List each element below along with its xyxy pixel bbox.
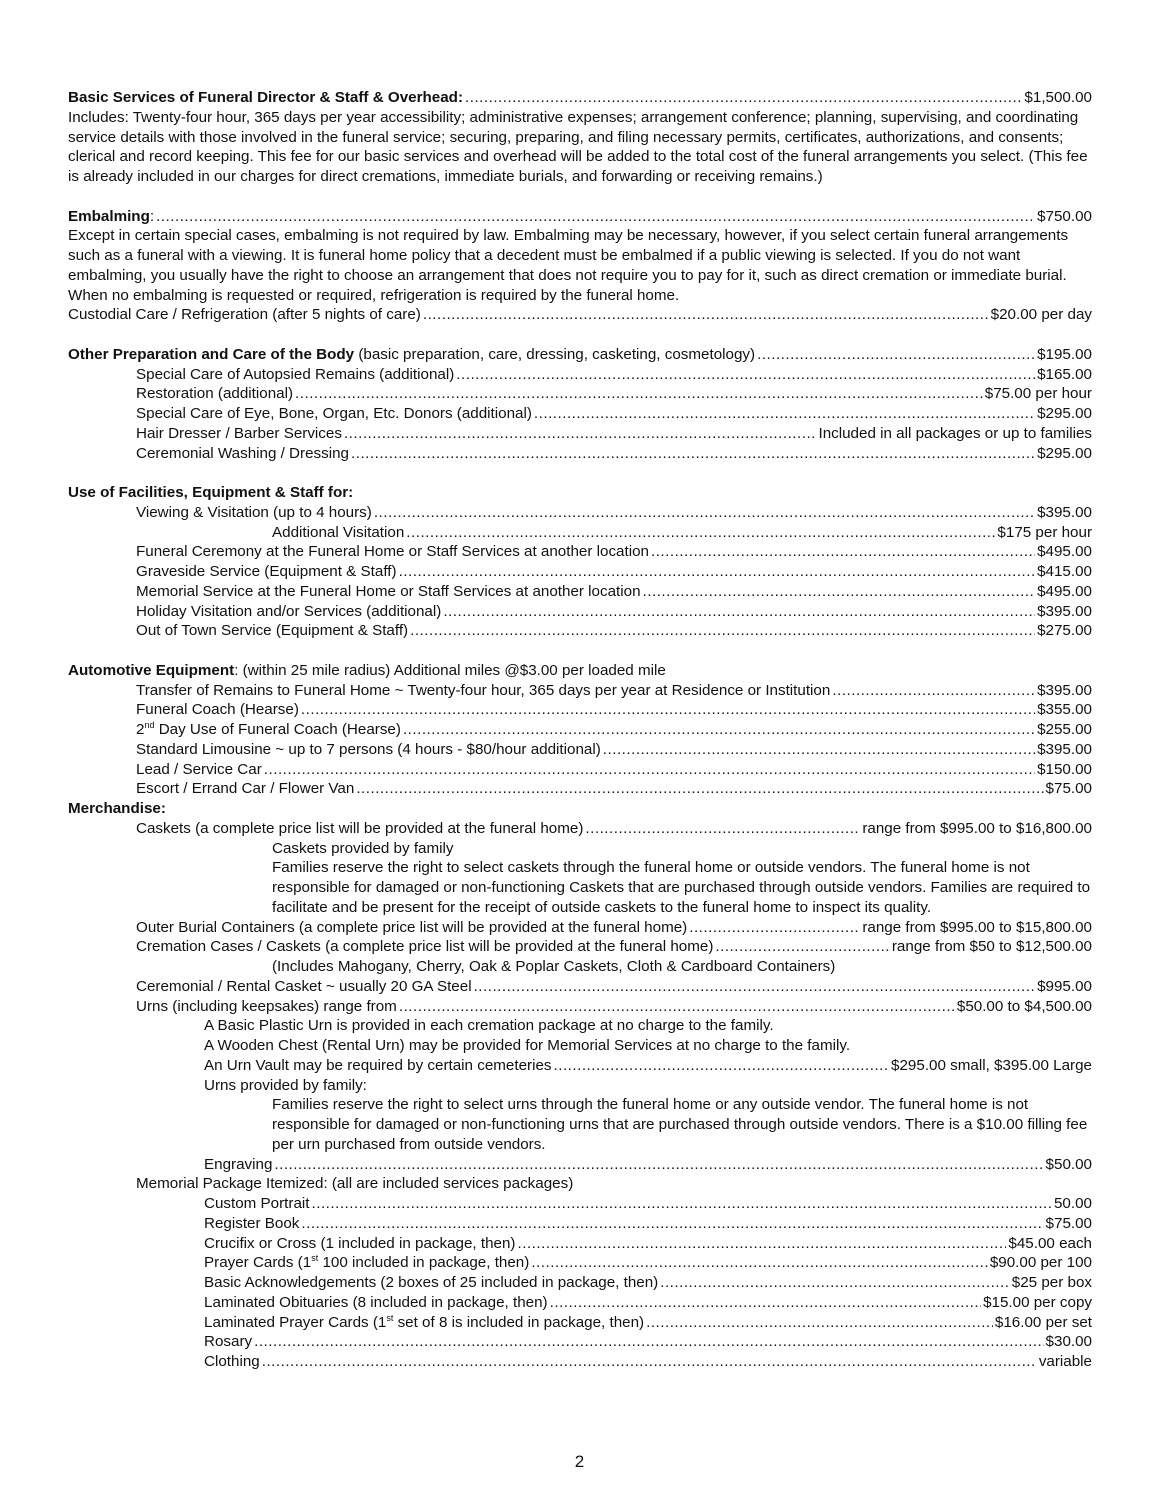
- crucifix-row: Crucifix or Cross (1 included in package, then) ..... $45.00 each: [68, 1234, 1092, 1254]
- custom-portrait-row: Custom Portrait ..... 50.00: [68, 1194, 1092, 1214]
- register-book-row: Register Book ..... $75.00: [68, 1214, 1092, 1234]
- rosary-row: Rosary ..... $30.00: [68, 1332, 1092, 1352]
- second-day-coach-row: 2nd Day Use of Funeral Coach (Hearse) ..... $255.00: [68, 720, 1092, 740]
- price-row: Restoration (additional) ..... $75.00 per hour: [68, 384, 1092, 404]
- price-row: Ceremonial Washing / Dressing ..... $295.00: [68, 444, 1092, 464]
- urn-vault-row: An Urn Vault may be required by certain cemeteries ..... $295.00 small, $395.00 Large: [68, 1056, 1092, 1076]
- price-row: Out of Town Service (Equipment & Staff) ..... $275.00: [68, 621, 1092, 641]
- page-number: 2: [574, 1452, 585, 1471]
- price-row: Graveside Service (Equipment & Staff) ..... $415.00: [68, 562, 1092, 582]
- merchandise-title: Merchandise:: [68, 800, 166, 817]
- price-row: Special Care of Eye, Bone, Organ, Etc. Donors (additional) ..... $295.00: [68, 404, 1092, 424]
- transfer-row: Transfer of Remains to Funeral Home ~ Twenty-four hour, 365 days per year at Residence or Institution ..... $395.00: [68, 681, 1092, 701]
- price-row: Holiday Visitation and/or Services (additional) ..... $395.00: [68, 602, 1092, 622]
- preparation-subtitle: (basic preparation, care, dressing, casketing, cosmetology): [354, 345, 756, 363]
- preparation-price: $195.00: [1037, 345, 1092, 363]
- basic-services-row: [68, 88, 1092, 108]
- engraving-row: Engraving ..... $50.00: [68, 1155, 1092, 1175]
- price-list-page: [68, 88, 1092, 1372]
- caskets-row: Caskets (a complete price list will be provided at the funeral home) ..... range from $995.00 to $16,800.00: [68, 819, 1092, 839]
- custodial-care-label: Custodial Care / Refrigeration (after 5 nights of care): [68, 306, 421, 324]
- laminated-obituaries-row: Laminated Obituaries (8 included in package, then) ..... $15.00 per copy: [68, 1293, 1092, 1313]
- caskets-family-heading: Caskets provided by family: [272, 839, 454, 857]
- preparation-row: [68, 345, 1092, 365]
- urns-row: Urns (including keepsakes) range from ..... $50.00 to $4,500.00: [68, 997, 1092, 1017]
- price-row: Hair Dresser / Barber Services ..... Included in all packages or up to families: [68, 424, 1092, 444]
- cremation-cases-row: Cremation Cases / Caskets (a complete price list will be provided at the funeral home) ..... range from $50 to $12,500.00: [68, 937, 1092, 957]
- viewing-row: Viewing & Visitation (up to 4 hours) ..... $395.00: [68, 503, 1092, 523]
- urns-family-note: Families reserve the right to select urns through the funeral home or any outside vendor. The funeral home is not responsible for damaged or non-functioning urns that are purchased through outside vendors. There is a $10.00 filling fee per urn purchased from outside vendors.: [272, 1096, 1088, 1153]
- clothing-row: Clothing ..... variable: [68, 1352, 1092, 1372]
- price-row: Special Care of Autopsied Remains (additional) ..... $165.00: [68, 365, 1092, 385]
- memorial-package-title: Memorial Package Itemized: (all are included services packages): [136, 1175, 574, 1193]
- laminated-prayer-cards-row: Laminated Prayer Cards (1st set of 8 is included in package, then) ..... $16.00 per set: [68, 1313, 1092, 1333]
- wooden-chest-note: A Wooden Chest (Rental Urn) may be provided for Memorial Services at no charge to the family.: [204, 1037, 851, 1054]
- price-row: Standard Limousine ~ up to 7 persons (4 hours - $80/hour additional) ..... $395.00: [68, 740, 1092, 760]
- embalming-title: Embalming: [68, 207, 150, 225]
- custodial-care-price: $20.00 per day: [990, 306, 1092, 324]
- custodial-care-row: [68, 305, 1092, 325]
- caskets-family-note: Families reserve the right to select caskets through the funeral home or outside vendors. The funeral home is not responsible for damaged or non-functioning Caskets that are purchased through outside vendors. Families are required to facilitate and be present for the receipt of outside caskets to the funeral home to inspect its quality.: [272, 859, 1091, 916]
- facilities-title: Use of Facilities, Equipment & Staff for:: [68, 484, 354, 501]
- rental-casket-row: Ceremonial / Rental Casket ~ usually 20 GA Steel ..... $995.00: [68, 977, 1092, 997]
- acknowledgements-row: Basic Acknowledgements (2 boxes of 25 included in package, then) ..... $25 per box: [68, 1273, 1092, 1293]
- basic-services-title: Basic Services of Funeral Director & Staff & Overhead:: [68, 89, 464, 106]
- basic-services-description: Includes: Twenty-four hour, 365 days per year accessibility; administrative expenses; arrangement conference; planning, supervising, and coordinating service details with those involved in the funeral service; securing, preparing, and filing necessary permits, certificates, authorizations, and consents; clerical and record keeping. This fee for our basic services and overhead will be added to the total cost of the funeral arrangements you select. (This fee is already included in our charges for direct cremations, immediate burials, and forwarding or receiving remains.): [68, 108, 1088, 185]
- urns-family-heading: Urns provided by family:: [204, 1076, 367, 1094]
- funeral-coach-row: Funeral Coach (Hearse) ..... $355.00: [68, 700, 1092, 720]
- cremation-cases-note: (Includes Mahogany, Cherry, Oak & Poplar Caskets, Cloth & Cardboard Containers): [272, 958, 836, 975]
- leader-dots: [465, 88, 1022, 108]
- outer-containers-row: Outer Burial Containers (a complete price list will be provided at the funeral home) ..... range from $995.00 to $15,800.00: [68, 918, 1092, 938]
- embalming-row: Embalming: ..... $750.00: [68, 207, 1092, 227]
- additional-visitation-row: Additional Visitation ..... $175 per hour: [68, 523, 1092, 543]
- plastic-urn-note: A Basic Plastic Urn is provided in each cremation package at no charge to the family.: [204, 1017, 774, 1035]
- price-row: Lead / Service Car ..... $150.00: [68, 760, 1092, 780]
- prayer-cards-row: Prayer Cards (1st 100 included in package, then) ..... $90.00 per 100: [68, 1253, 1092, 1273]
- preparation-title: Other Preparation and Care of the Body: [68, 345, 355, 363]
- automotive-title-line: Automotive Equipment: (within 25 mile radius) Additional miles @$3.00 per loaded mile: [68, 661, 666, 679]
- embalming-price: $750.00: [1037, 207, 1092, 225]
- price-row: Funeral Ceremony at the Funeral Home or Staff Services at another location ..... $495.00: [68, 542, 1092, 562]
- price-row: Escort / Errand Car / Flower Van ..... $75.00: [68, 779, 1092, 799]
- leader-dots: [156, 207, 1035, 227]
- price-row: Memorial Service at the Funeral Home or Staff Services at another location ..... $495.00: [68, 582, 1092, 602]
- embalming-description: Except in certain special cases, embalming is not required by law. Embalming may be necessary, however, if you select certain funeral arrangements such as a funeral with a viewing. It is funeral home policy that a decedent must be embalmed if a public viewing is selected. If you do not want embalming, you usually have the right to choose an arrangement that does not require you to pay for it, such as direct cremation or immediate burial. When no embalming is requested or required, refrigeration is required by the funeral home.: [68, 227, 1069, 304]
- basic-services-price: $1,500.00: [1024, 89, 1092, 106]
- automotive-title: Automotive Equipment: [68, 661, 235, 679]
